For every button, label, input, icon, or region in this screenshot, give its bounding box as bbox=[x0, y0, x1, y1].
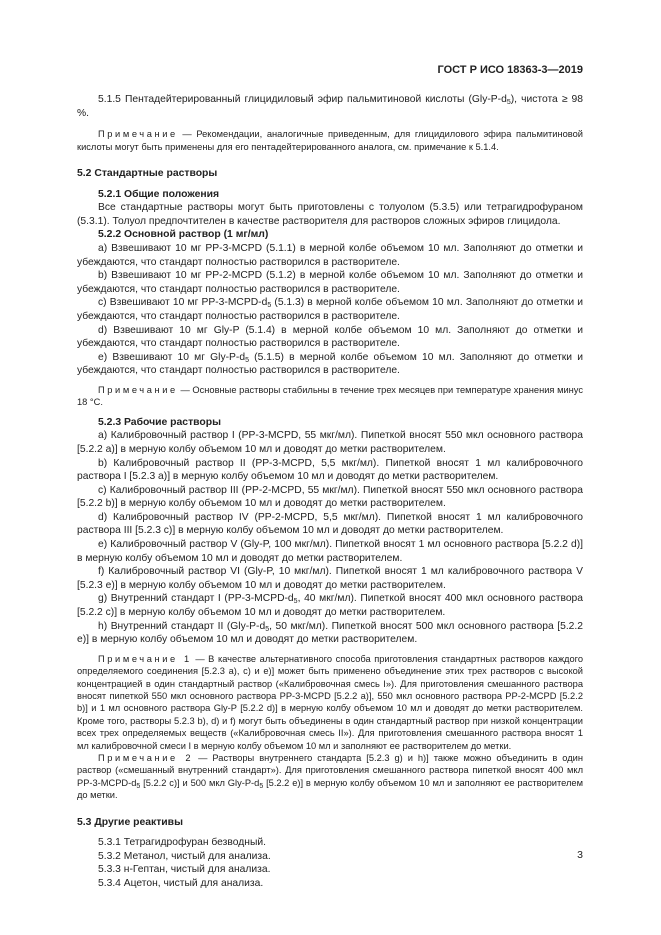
reagents-list bbox=[77, 836, 583, 890]
reagent-item: 5.3.1 Тетрагидрофуран безводный. bbox=[98, 837, 266, 849]
stock-solution-c: с) Взвешивают 10 мг $PP-3-MCPD-d_5$ (5.1.3) в мерной колбе объемом 10 мл. Заполняют до отметки и убеждаются, что стандарт полностью растворился в растворителе. bbox=[77, 297, 583, 322]
page-number: 3 bbox=[577, 849, 583, 861]
section-5-2-2-title: 5.2.2 Основной раствор (1 мг/мл) bbox=[98, 229, 269, 241]
working-solution-d: d) Калибровочный раствор IV (PP-2-MCPD, 5,5 мкг/мл). Пипеткой вносят 1 мл калибровочного раствора III [5.2.3 с)] в мерную колбу объемом 10 мл и доводят до метки растворителем. bbox=[77, 511, 583, 537]
stock-solution-a: а) Взвешивают 10 мг PP-3-MCPD (5.1.1) в мерной колбе объемом 10 мл. Заполняют до отметки и убеждаются, что стандарт полностью растворился в растворителе. bbox=[77, 242, 583, 268]
working-solution-f: f) Калибровочный раствор VI (Gly-P, 10 мкг/мл). Пипеткой вносят 1 мл калибровочного раствора V [5.2.3 е)] в мерную колбу объемом 10 мл и доводят до метки растворителем. bbox=[77, 566, 583, 591]
working-solution-g: g) Внутренний стандарт I ($PP-3-MCPD-d_5$, 40 мкг/мл). Пипеткой вносят 400 мкл основного раствора [5.2.2 с)] в мерную колбу объемом 10 мл и доводят до метки растворителем. bbox=[77, 593, 584, 619]
document-body bbox=[77, 93, 583, 891]
working-solution-a: а) Калибровочный раствор I (PP-3-MCPD, 55 мкг/мл). Пипеткой вносят 550 мкл основного раствора [5.2.2 а)] в мерную колбу объемом 10 мл и доводят до метки растворителем. bbox=[77, 430, 583, 455]
working-solution-h: h) Внутренний стандарт II ($Gly-P-d_5$, 50 мкг/мл). Пипеткой вносят 500 мкл основного раствора [5.2.2 е)] в мерную колбу объемом 10 мл и доводят до метки растворителем. bbox=[77, 620, 583, 646]
section-5-2-1-title: 5.2.1 Общие положения bbox=[98, 188, 220, 200]
section-5-2-1-text: Все стандартные растворы могут быть приготовлены с толуолом (5.3.5) или тетрагидрофураном (5.3.1). Толуол предпочтителен в качестве растворителя для растворов сложных эфиров глицидола. bbox=[77, 202, 583, 227]
note-1-calibration-mix: Примечание 1 — В качестве альтернативного способа приготовления стандартных растворов каждого определяемого соединения [5.2.3 а), с) и е)] может быть применено объединение этих трех растворов с высокой концентрацией в один стандартный раствор («Калибровочная смесь I»). Для приготовления смешанного раствора вносят пипеткой 550 мкл основного раствора PP-3-MCPD [5.2.2 а)], 550 мкл основного раствора PP-2-MCPD [5.2.2 b)] и 1 мл основного раствора Gly-P [5.2.2 d)] в мерную колбу объемом 10 мл и доводят до метки растворителем. Кроме того, растворы 5.2.3 b), d) и f) могут быть объединены в один стандартный раствор при низкой концентрации всех трех определяемых веществ («Калибровочная смесь II»). Для приготовления смешанного раствора вносят 1 мл калибровочной смеси I в мерную колбу объемом 10 мл и заполняют ее растворителем до метки. bbox=[77, 653, 584, 751]
section-5-3-title: 5.3 Другие реактивы bbox=[77, 816, 183, 828]
document-code-header: ГОСТ Р ИСО 18363-3—2019 bbox=[437, 64, 583, 76]
working-solution-b: b) Калибровочный раствор II (PP-3-MCPD, 5,5 мкг/мл). Пипеткой вносят 1 мл калибровочного раствора I [5.2.3 а)] в мерную колбу объемом 10 мл и доводят до метки растворителем. bbox=[77, 457, 583, 483]
note-5-1-5: Примечание — Рекомендации, аналогичные приведенным, для глицидилового эфира пальмитиновой кислоты могут быть применены для его пентадейтерированного аналога, см. примечание к 5.1.4. bbox=[77, 129, 583, 152]
stock-solution-e: е) Взвешивают 10 мг Gly-$P-d_5$ (5.1.5) в мерной колбе объемом 10 мл. Заполняют до отметки и убеждаются, что стандарт полностью растворился в растворителе. bbox=[77, 351, 583, 377]
reagent-item: 5.3.2 Метанол, чистый для анализа. bbox=[98, 850, 271, 862]
clause-5-1-5: 5.1.5 Пентадейтерированный глицидиловый эфир пальмитиновой кислоты $(Gly-P-d_5)$, чистота ≥ 98 %. bbox=[77, 94, 583, 119]
note-stock-stability: Примечание — Основные растворы стабильны в течение трех месяцев при температуре хранения минус 18 °С. bbox=[77, 384, 583, 408]
note-2-internal-standard-mix: Примечание 2 — Растворы внутреннего стандарта [5.2.3 g) и h)] также можно объединить в один раствор («смешанный внутренний стандарт»). Для приготовления смешанного раствора пипеткой вносят 400 мкл $PP-3-MCPD-d_5$ [5.2.2 с)] и 500 мкл Gly-$P-d_5$ [5.2.2 е)] в мерную колбу объемом 10 мл и заполняют ее растворителем до метки. bbox=[77, 753, 584, 801]
working-solution-e: е) Калибровочный раствор V (Gly-P, 100 мкг/мл). Пипеткой вносят 1 мл основного раствора [5.2.2 d)] в мерную колбу объемом 10 мл и доводят до метки растворителем. bbox=[77, 539, 583, 564]
section-5-2-3-title: 5.2.3 Рабочие растворы bbox=[98, 416, 221, 428]
stock-solution-d: d) Взвешивают 10 мг Gly-P (5.1.4) в мерной колбе объемом 10 мл. Заполняют до отметки и убеждаются, что стандарт полностью растворился в растворителе. bbox=[77, 324, 583, 350]
stock-solution-b: b) Взвешивают 10 мг PP-2-MCPD (5.1.2) в мерной колбе объемом 10 мл. Заполняют до отметки и убеждаются, что стандарт полностью растворился в растворителе. bbox=[77, 270, 583, 295]
section-5-2-title: 5.2 Стандартные растворы bbox=[77, 168, 218, 179]
reagent-item: 5.3.4 Ацетон, чистый для анализа. bbox=[98, 878, 264, 890]
working-solution-c: с) Калибровочный раствор III (PP-2-MCPD, 55 мкг/мл). Пипеткой вносят 550 мкл основного раствора [5.2.2 b)] в мерную колбу объемом 10 мл и доводят до метки растворителем. bbox=[77, 484, 583, 510]
reagent-item: 5.3.3 н-Гептан, чистый для анализа. bbox=[98, 864, 271, 876]
